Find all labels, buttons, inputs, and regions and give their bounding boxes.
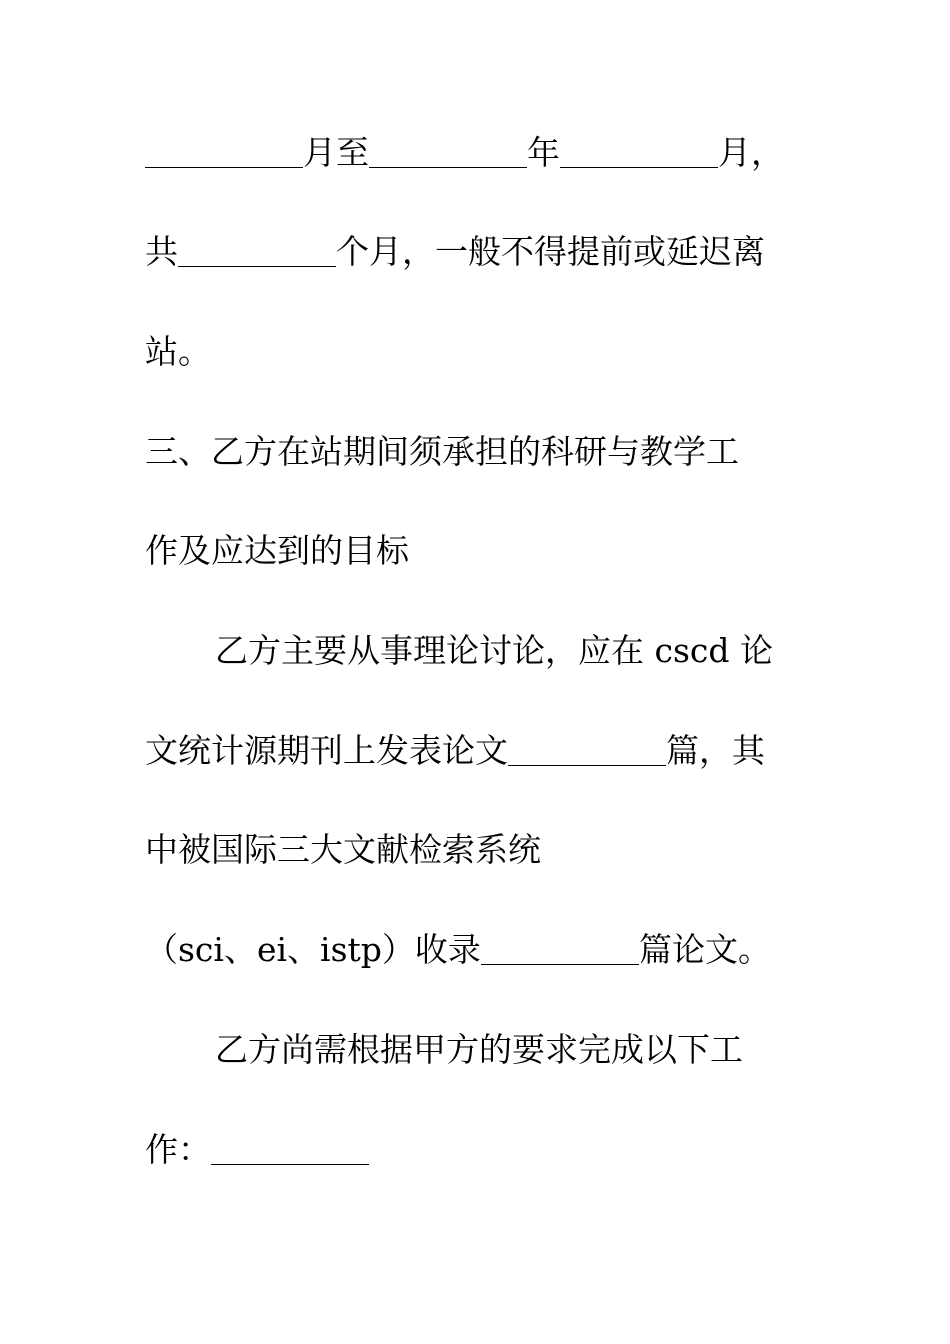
text-segment: 共: [145, 232, 178, 271]
text-segment: 乙方主要从事理论讨论，应在 cscd 论: [215, 631, 774, 670]
text-segment: 文统计源期刊上发表论文: [145, 731, 508, 770]
text-segment: （sci、ei、istp）收录: [145, 930, 481, 969]
fill-in-blank[interactable]: [211, 1134, 369, 1165]
section-heading: 三、乙方在站期间须承担的科研与教学工: [145, 432, 739, 471]
text-line-3: [145, 332, 211, 372]
text-segment: 月，: [718, 133, 784, 172]
text-line-11: [145, 1130, 369, 1170]
text-line-8: [145, 830, 541, 870]
text-segment: 篇论文。: [638, 930, 771, 969]
text-segment: 月至: [303, 133, 369, 172]
fill-in-blank[interactable]: [481, 934, 639, 965]
text-segment: 作：: [145, 1130, 211, 1169]
fill-in-blank[interactable]: [560, 137, 718, 168]
text-line-1: [145, 133, 784, 173]
text-segment: 中被国际三大文献检索系统: [145, 830, 541, 869]
text-segment: 个月，一般不得提前或延迟离: [336, 232, 765, 271]
text-line-7: [145, 731, 765, 771]
section-heading-line-2: [145, 531, 409, 571]
section-heading-line-1: [145, 432, 739, 472]
text-line-2: [145, 232, 765, 272]
text-segment: 乙方尚需根据甲方的要求完成以下工: [215, 1030, 743, 1069]
fill-in-blank[interactable]: [145, 137, 303, 168]
text-line-6: [215, 631, 773, 671]
text-segment: 站。: [145, 332, 211, 371]
fill-in-blank[interactable]: [508, 735, 666, 766]
text-line-10: [215, 1030, 743, 1070]
fill-in-blank[interactable]: [369, 137, 527, 168]
text-segment: 篇，其: [666, 731, 765, 770]
text-segment: 年: [527, 133, 560, 172]
section-heading: 作及应达到的目标: [145, 531, 409, 570]
text-line-9: [145, 930, 771, 970]
fill-in-blank[interactable]: [178, 236, 336, 267]
